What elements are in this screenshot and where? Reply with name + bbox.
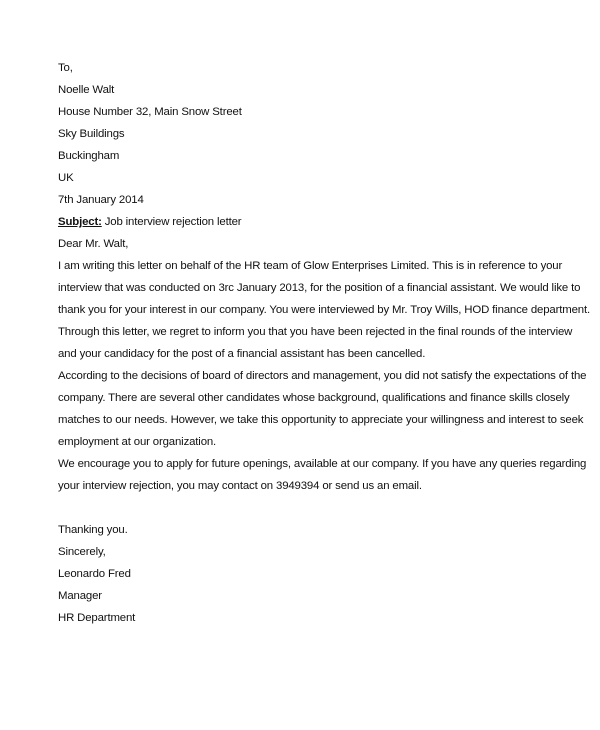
subject-label: Subject: [58, 216, 102, 228]
letter-document [58, 57, 590, 629]
body-line: We encourage you to apply for future openings, available at our company. If you have any queries regarding [58, 458, 587, 470]
subject-text: Job interview rejection letter [101, 216, 242, 228]
body-line: I am writing this letter on behalf of the HR team of Glow Enterprises Limited. This is in reference to your [58, 260, 563, 272]
recipient-address-line2: Sky Buildings [58, 128, 125, 140]
recipient-address-line1: House Number 32, Main Snow Street [58, 106, 242, 118]
body-line: thank you for your interest in our company. You were interviewed by Mr. Troy Wills, HOD finance department. [58, 304, 590, 316]
body-line: and your candidacy for the post of a financial assistant has been cancelled. [58, 348, 426, 360]
recipient-country: UK [58, 172, 74, 184]
body-line: employment at our organization. [58, 436, 217, 448]
sender-name: Leonardo Fred [58, 568, 131, 580]
closing-signoff: Sincerely, [58, 546, 106, 558]
sender-title: Manager [58, 590, 102, 602]
body-line: your interview rejection, you may contact on 3949394 or send us an email. [58, 480, 422, 492]
recipient-city: Buckingham [58, 150, 120, 162]
subject-line [58, 211, 578, 233]
greeting: Dear Mr. Walt, [58, 238, 129, 250]
body-line: interview that was conducted on 3rc January 2013, for the position of a financial assistant. We would like to [58, 282, 581, 294]
body-line: matches to our needs. However, we take this opportunity to appreciate your willingness and interest to seek [58, 414, 584, 426]
body-line: company. There are several other candidates whose background, qualifications and finance skills closely [58, 392, 570, 404]
sender-department: HR Department [58, 612, 136, 624]
paragraph-spacer [58, 497, 578, 519]
recipient-name: Noelle Walt [58, 84, 115, 96]
letter-date: 7th January 2014 [58, 194, 144, 206]
body-line: Through this letter, we regret to inform you that you have been rejected in the final rounds of the interview [58, 326, 573, 338]
closing-thanks: Thanking you. [58, 524, 128, 536]
to-label: To, [58, 62, 73, 74]
body-line: According to the decisions of board of directors and management, you did not satisfy the expectations of the [58, 370, 587, 382]
